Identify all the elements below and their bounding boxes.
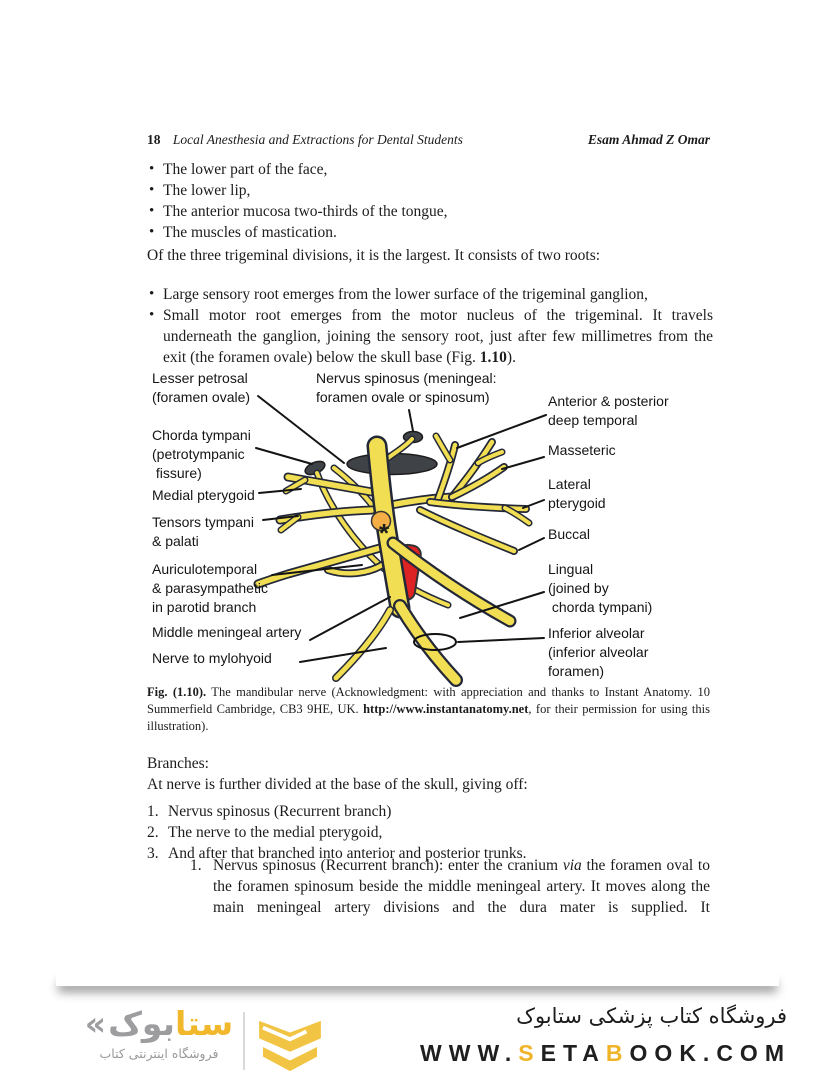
- list-text: Nervus spinosus (Recurrent branch): enter the cranium via the foramen oval to the foramen spinosum beside the middle meningeal artery. It moves along the main meningeal artery divisions and the dura mater is supplied. It: [213, 857, 710, 916]
- figure-caption-text: , for their permission for using this illustration).: [147, 702, 710, 733]
- bullet-text: The lower lip,: [163, 182, 251, 199]
- list-text: The nerve to the medial pterygoid,: [168, 824, 383, 841]
- bullet-item: [147, 284, 713, 305]
- figure-label-chorda-tympani: Chorda tympani (petrotympanic fissure): [152, 427, 251, 481]
- figure-label-nerve-to-mylohyoid: Nerve to mylohyoid: [152, 650, 272, 666]
- bullet-item: [147, 305, 713, 368]
- bullet-marker: [149, 158, 154, 180]
- list-item: [147, 801, 710, 822]
- list-number: 1.: [190, 857, 202, 874]
- setabook-wordmark: [83, 1006, 235, 1042]
- figure-label-tensors-tympani: Tensors tympani & palati: [152, 514, 254, 549]
- url-accent-letter: S: [518, 1040, 541, 1066]
- branches-section: [147, 753, 710, 795]
- figure-label-middle-meningeal-artery: Middle meningeal artery: [152, 624, 302, 640]
- bullet-marker: [149, 283, 154, 305]
- setabook-chevron-icon: [258, 1018, 322, 1074]
- bullet-text: Large sensory root emerges from the lower surface of the trigeminal ganglion,: [163, 286, 648, 303]
- bullet-marker: [149, 221, 154, 243]
- via-italic: via: [562, 857, 582, 874]
- figure-label-deep-temporal: Anterior & posterior deep temporal: [548, 393, 669, 428]
- setabook-logo: [83, 1006, 235, 1061]
- bullet-item: [147, 201, 710, 222]
- figure-label-auriculotemporal: Auriculotemporal & parasympathetic in parotid branch: [152, 561, 268, 615]
- logo-tagline: فروشگاه اینترنتی کتاب: [99, 1046, 219, 1061]
- bullet-item: [147, 159, 710, 180]
- list-item: [147, 822, 710, 843]
- figure-caption-text: The mandibular nerve (Acknowledgment: with appreciation and thanks to Instant Anatomy. 10 Summerfield Cambridge, CB3 9HE, UK.: [147, 685, 710, 716]
- figure-label-medial-pterygoid: Medial pterygoid: [152, 487, 255, 503]
- url-accent-letter: B: [605, 1040, 630, 1066]
- bullet-text: The muscles of mastication.: [163, 224, 337, 241]
- figure-label-buccal: Buccal: [548, 526, 591, 542]
- figure-label-lateral-pterygoid: Lateral pterygoid: [548, 476, 606, 511]
- figure-label-nervus-spinosus: Nervus spinosus (meningeal: foramen ovale or spinosum): [316, 370, 497, 405]
- page-bottom-shadow: [56, 972, 779, 986]
- intro-bullet-list: [147, 159, 710, 243]
- figure-label-lingual: Lingual (joined by chorda tympani): [548, 561, 653, 615]
- figure-caption-url: http://www.instantanatomy.net: [363, 702, 529, 716]
- divisions-paragraph: Of the three trigeminal divisions, it is the largest. It consists of two roots:: [147, 247, 601, 264]
- bullet-text: The anterior mucosa two-thirds of the tongue,: [163, 203, 448, 220]
- list-number: 3.: [147, 845, 159, 862]
- branches-heading: Branches:: [147, 755, 209, 772]
- header-left: [147, 131, 463, 148]
- site-url: WWW.SETABOOK.COM: [420, 1040, 791, 1066]
- bullet-item: [147, 180, 710, 201]
- list-number: 2.: [147, 824, 159, 841]
- author-name: Esam Ahmad Z Omar: [587, 132, 710, 147]
- list-text: And after that branched into anterior and posterior trunks.: [168, 845, 527, 862]
- logo-guillemet-icon: «: [84, 1004, 107, 1043]
- anterior-trunk-branches: [386, 436, 529, 551]
- mandibular-nerve-figure: [130, 360, 740, 690]
- otic-ganglion-asterisk: *: [379, 518, 390, 548]
- bullet-text: The lower part of the face,: [163, 161, 328, 178]
- figure-reference: 1.10: [479, 349, 507, 366]
- roots-bullet-list: [147, 284, 713, 368]
- logo-divider: [243, 1012, 245, 1070]
- list-text: Nervus spinosus (Recurrent branch): [168, 803, 392, 820]
- figure-label-masseteric: Masseteric: [548, 442, 616, 458]
- bullet-item: [147, 222, 710, 243]
- branches-intro: At nerve is further divided at the base of the skull, giving off:: [147, 776, 528, 793]
- store-name-persian: فروشگاه کتاب پزشکی ستابوک: [516, 1004, 787, 1028]
- inferior-alveolar-nerve: [400, 606, 456, 680]
- footer-banner: [0, 1000, 834, 1080]
- bullet-marker: [149, 200, 154, 222]
- bullet-marker: [149, 304, 154, 326]
- figure-label-inferior-alveolar: Inferior alveolar (inferior alveolar foramen): [548, 625, 649, 679]
- page-number: 18: [147, 132, 161, 147]
- wordmark-text: ستابوک: [108, 1004, 234, 1043]
- auriculotemporal-nerve: [258, 548, 384, 584]
- list-number: 1.: [147, 803, 159, 820]
- figure-caption-number: Fig. (1.10).: [147, 685, 207, 699]
- nested-list-item: [190, 855, 710, 918]
- bullet-marker: [149, 179, 154, 201]
- figure-caption: [147, 684, 710, 735]
- tensors-tympani-nerve: [280, 510, 372, 530]
- book-title: Local Anesthesia and Extractions for Dental Students: [172, 132, 463, 147]
- mylohyoid-nerve: [336, 610, 390, 678]
- figure-label-lesser-petrosal: Lesser petrosal (foramen ovale): [152, 370, 251, 405]
- bullet-text: ).: [506, 349, 516, 366]
- page-header: [147, 131, 710, 148]
- bullet-text: Small motor root emerges from the motor nucleus of the trigeminal. It travels underneath the ganglion, joining the sensory root, just after few millimetres from the exit (the foramen ovale) below the skull base (Fig.: [163, 307, 713, 366]
